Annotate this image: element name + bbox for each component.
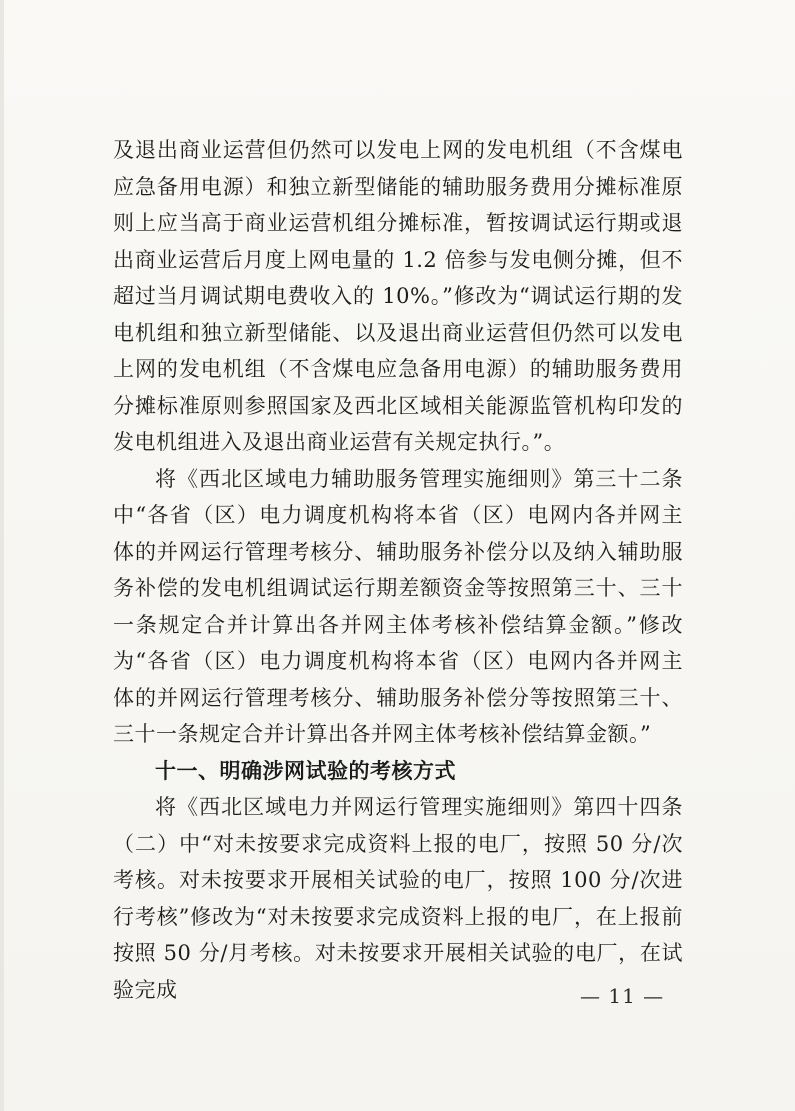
paragraph-article-44: 将《西北区域电力并网运行管理实施细则》第四十四条（二）中“对未按要求完成资料上报的电厂，按照 50 分/次考核。对未按要求开展相关试验的电厂，按照 100 分/次进行考核”修改为“对未按要求完成资料上报的电厂，在上报前按照 50 分/月考核。对未按要求开展相关试验的电厂，在试验完成 bbox=[113, 795, 683, 1002]
page-edge bbox=[0, 0, 4, 1111]
paragraph-article-32: 将《西北区域电力辅助服务管理实施细则》第三十二条中“各省（区）电力调度机构将本省（区）电网内各并网主体的并网运行管理考核分、辅助服务补偿分以及纳入辅助服务补偿的发电机组调试运行期差额资金等按照第三十、三十一条规定合并计算出各并网主体考核补偿结算金额。”修改为“各省（区）电力调度机构将本省（区）电网内各并网主体的并网运行管理考核分、辅助服务补偿分等按照第三十、三十一条规定合并计算出各并网主体考核补偿结算金额。” bbox=[113, 466, 683, 746]
body-text bbox=[113, 132, 683, 1008]
paragraph-continuation: 及退出商业运营但仍然可以发电上网的发电机组（不含煤电应急备用电源）和独立新型储能的辅助服务费用分摊标准原则上应当高于商业运营机组分摊标准，暂按调试运行期或退出商业运营后月度上网电量的 1.2 倍参与发电侧分摊，但不超过当月调试期电费收入的 10%。”修改为“调试运行期的发电机组和独立新型储能、以及退出商业运营但仍然可以发电上网的发电机组（不含煤电应急备用电源）的辅助服务费用分摊标准原则参照国家及西北区域相关能源监管机构印发的发电机组进入及退出商业运营有关规定执行。”。 bbox=[113, 138, 683, 454]
page-number: — 11 — bbox=[580, 984, 665, 1008]
section-heading: 十一、明确涉网试验的考核方式 bbox=[155, 758, 456, 783]
